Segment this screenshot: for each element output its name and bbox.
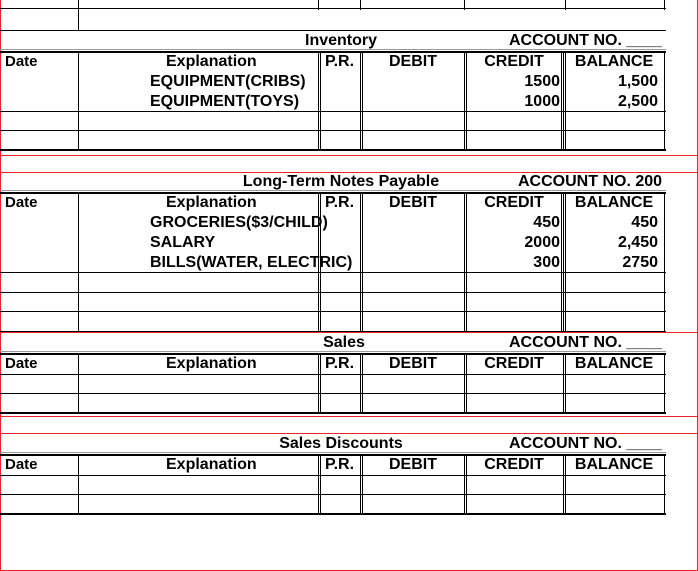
debit-header: DEBIT [389,53,437,70]
section-divider [0,433,698,434]
entry-credit: 450 [533,214,560,231]
entry-credit: 1500 [524,73,560,90]
ledger-title: Sales [323,334,365,351]
credit-header: CREDIT [484,456,544,473]
pr-header: P.R. [325,194,355,211]
entry-explanation: EQUIPMENT(CRIBS) [150,73,306,90]
date-header: Date [5,456,38,473]
entry-explanation: EQUIPMENT(TOYS) [150,93,300,110]
credit-header: CREDIT [484,355,544,372]
explanation-header: Explanation [166,53,257,70]
date-header: Date [5,355,38,372]
entry-credit: 2000 [524,234,560,251]
entry-credit: 300 [533,254,560,271]
date-header: Date [5,194,38,211]
section-divider [0,332,698,333]
pr-header: P.R. [325,53,355,70]
debit-header: DEBIT [389,194,437,211]
entry-credit: 1000 [524,93,560,110]
entry-explanation: BILLS(WATER, ELECTRIC) [150,254,353,271]
entry-explanation: GROCERIES($3/CHILD) [150,214,328,231]
explanation-header: Explanation [166,194,257,211]
pr-header: P.R. [325,456,355,473]
explanation-header: Explanation [166,355,257,372]
ledger-title: Long-Term Notes Payable [242,173,440,190]
account-number: ACCOUNT NO. 200 [518,173,663,190]
explanation-header: Explanation [166,456,257,473]
account-number: ACCOUNT NO. ____ [509,334,662,351]
entry-balance: 2750 [622,254,658,271]
entry-balance: 2,500 [617,93,658,110]
ledger-title: Inventory [304,32,378,49]
credit-header: CREDIT [484,194,544,211]
balance-header: BALANCE [574,355,654,372]
credit-header: CREDIT [484,53,544,70]
balance-header: BALANCE [574,194,654,211]
section-divider [0,155,698,156]
entry-balance: 1,500 [617,73,658,90]
balance-header: BALANCE [574,53,654,70]
balance-header: BALANCE [574,456,654,473]
entry-balance: 450 [631,214,658,231]
sheet-left-border [0,0,1,571]
debit-header: DEBIT [389,456,437,473]
account-number: ACCOUNT NO. ____ [509,32,662,49]
ledger-title: Sales Discounts [279,435,403,452]
entry-balance: 2,450 [617,234,658,251]
section-divider [0,416,698,417]
account-number: ACCOUNT NO. ____ [509,435,662,452]
date-header: Date [5,53,38,70]
entry-explanation: SALARY [150,234,216,251]
pr-header: P.R. [325,355,355,372]
debit-header: DEBIT [389,355,437,372]
